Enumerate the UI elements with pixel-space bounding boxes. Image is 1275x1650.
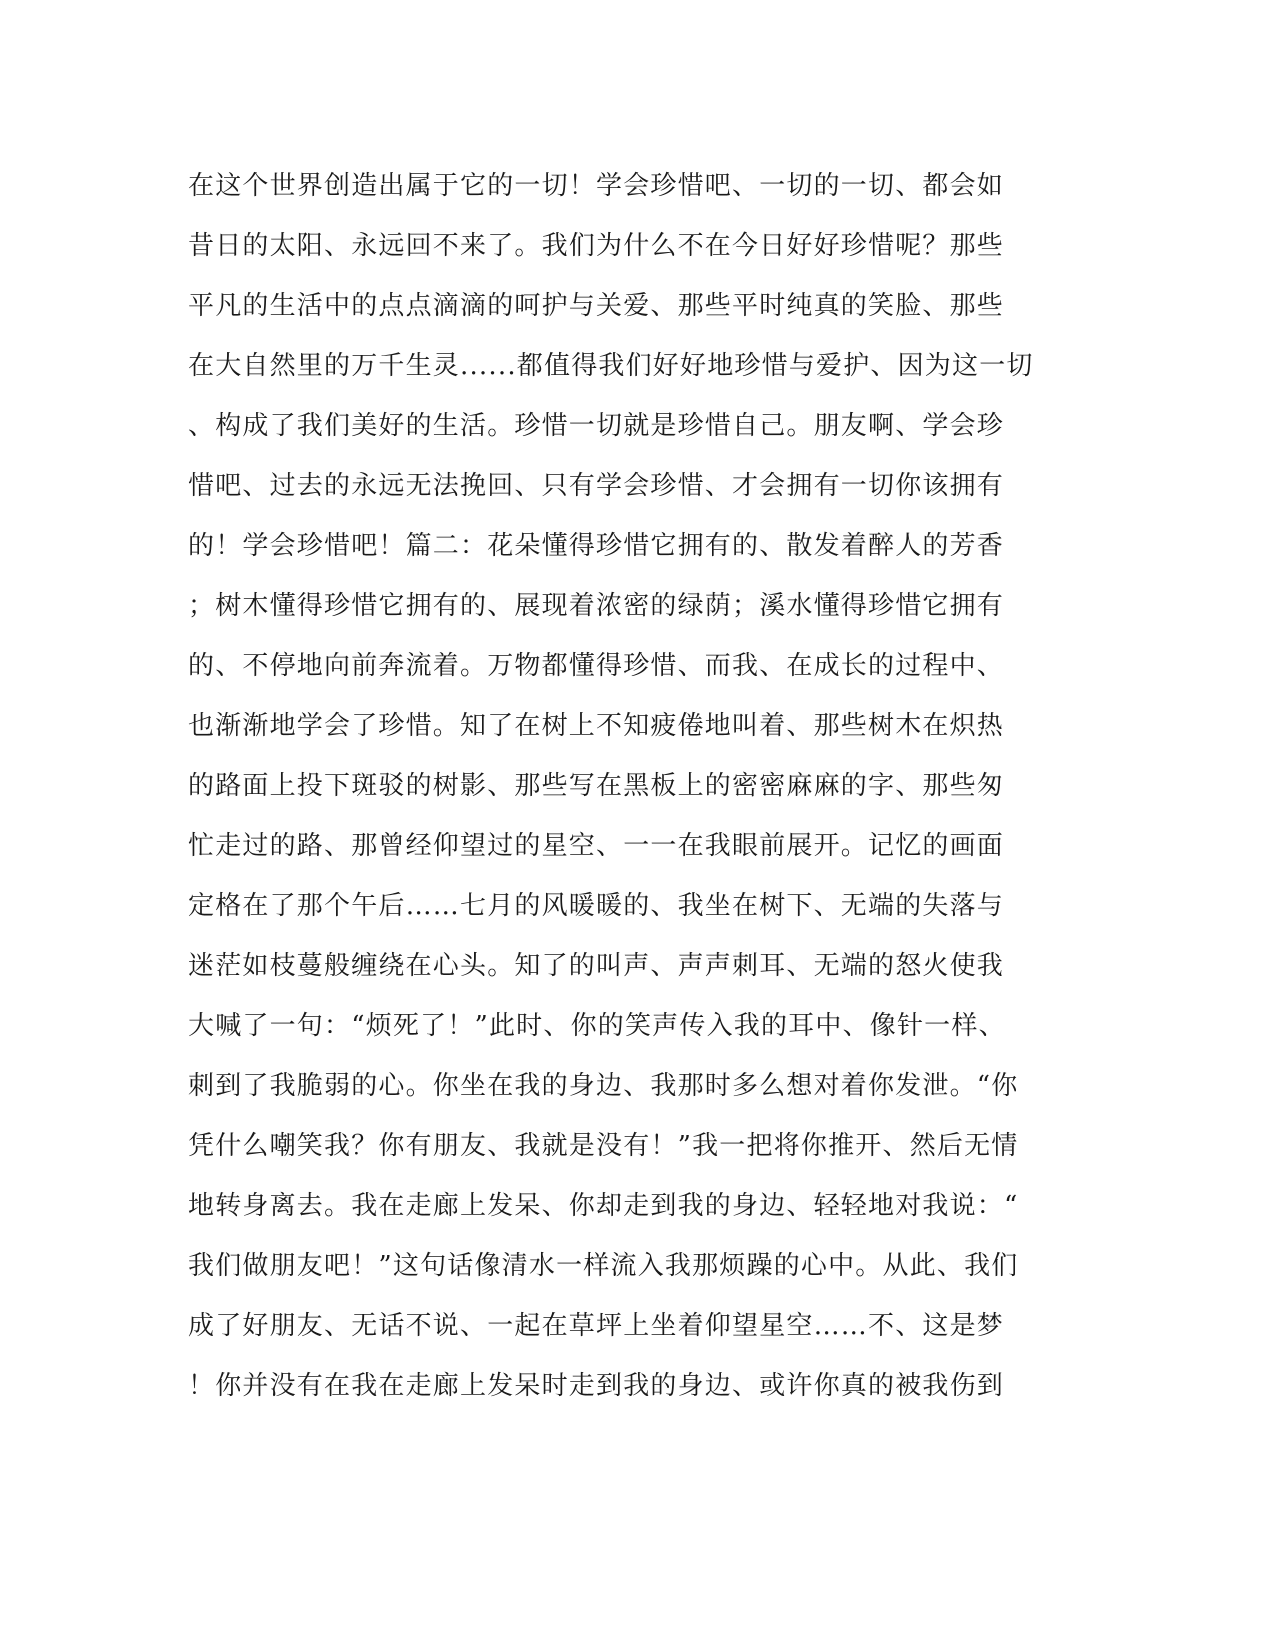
- text-line: ；树木懂得珍惜它拥有的、展现着浓密的绿荫；溪水懂得珍惜它拥有: [188, 591, 1005, 621]
- text-line: 的！学会珍惜吧！篇二：花朵懂得珍惜它拥有的、散发着醉人的芳香: [188, 531, 1005, 561]
- body-text: [188, 166, 1088, 1426]
- text-line: 忙走过的路、那曾经仰望过的星空、一一在我眼前展开。记忆的画面: [188, 831, 1005, 861]
- text-line: 地转身离去。我在走廊上发呆、你却走到我的身边、轻轻地对我说：“: [188, 1191, 1019, 1221]
- text-line: 的、不停地向前奔流着。万物都懂得珍惜、而我、在成长的过程中、: [188, 651, 1005, 681]
- text-line: 也渐渐地学会了珍惜。知了在树上不知疲倦地叫着、那些树木在炽热: [188, 711, 1005, 741]
- text-line: 刺到了我脆弱的心。你坐在我的身边、我那时多么想对着你发泄。“你: [188, 1071, 1019, 1101]
- text-line: 平凡的生活中的点点滴滴的呵护与关爱、那些平时纯真的笑脸、那些: [188, 291, 1005, 321]
- text-line: 成了好朋友、无话不说、一起在草坪上坐着仰望星空……不、这是梦: [188, 1311, 1005, 1341]
- text-line: 昔日的太阳、永远回不来了。我们为什么不在今日好好珍惜呢？那些: [188, 231, 1005, 261]
- text-line: 凭什么嘲笑我？你有朋友、我就是没有！”我一把将你推开、然后无情: [188, 1131, 1019, 1161]
- text-line: 定格在了那个午后……七月的风暖暖的、我坐在树下、无端的失落与: [188, 891, 1005, 921]
- text-line: 我们做朋友吧！”这句话像清水一样流入我那烦躁的心中。从此、我们: [188, 1251, 1019, 1281]
- text-line: ！你并没有在我在走廊上发呆时走到我的身边、或许你真的被我伤到: [188, 1371, 1005, 1401]
- text-line: 惜吧、过去的永远无法挽回、只有学会珍惜、才会拥有一切你该拥有: [188, 471, 1005, 501]
- text-line: 在大自然里的万千生灵......都值得我们好好地珍惜与爱护、因为这一切: [188, 351, 1034, 381]
- text-line: 在这个世界创造出属于它的一切！学会珍惜吧、一切的一切、都会如: [188, 171, 1005, 201]
- text-line: 大喊了一句：“烦死了！”此时、你的笑声传入我的耳中、像针一样、: [188, 1011, 1006, 1041]
- text-line: 、构成了我们美好的生活。珍惜一切就是珍惜自己。朋友啊、学会珍: [188, 411, 1005, 441]
- text-line: 的路面上投下斑驳的树影、那些写在黑板上的密密麻麻的字、那些匆: [188, 771, 1005, 801]
- text-line: 迷茫如枝蔓般缠绕在心头。知了的叫声、声声刺耳、无端的怒火使我: [188, 951, 1005, 981]
